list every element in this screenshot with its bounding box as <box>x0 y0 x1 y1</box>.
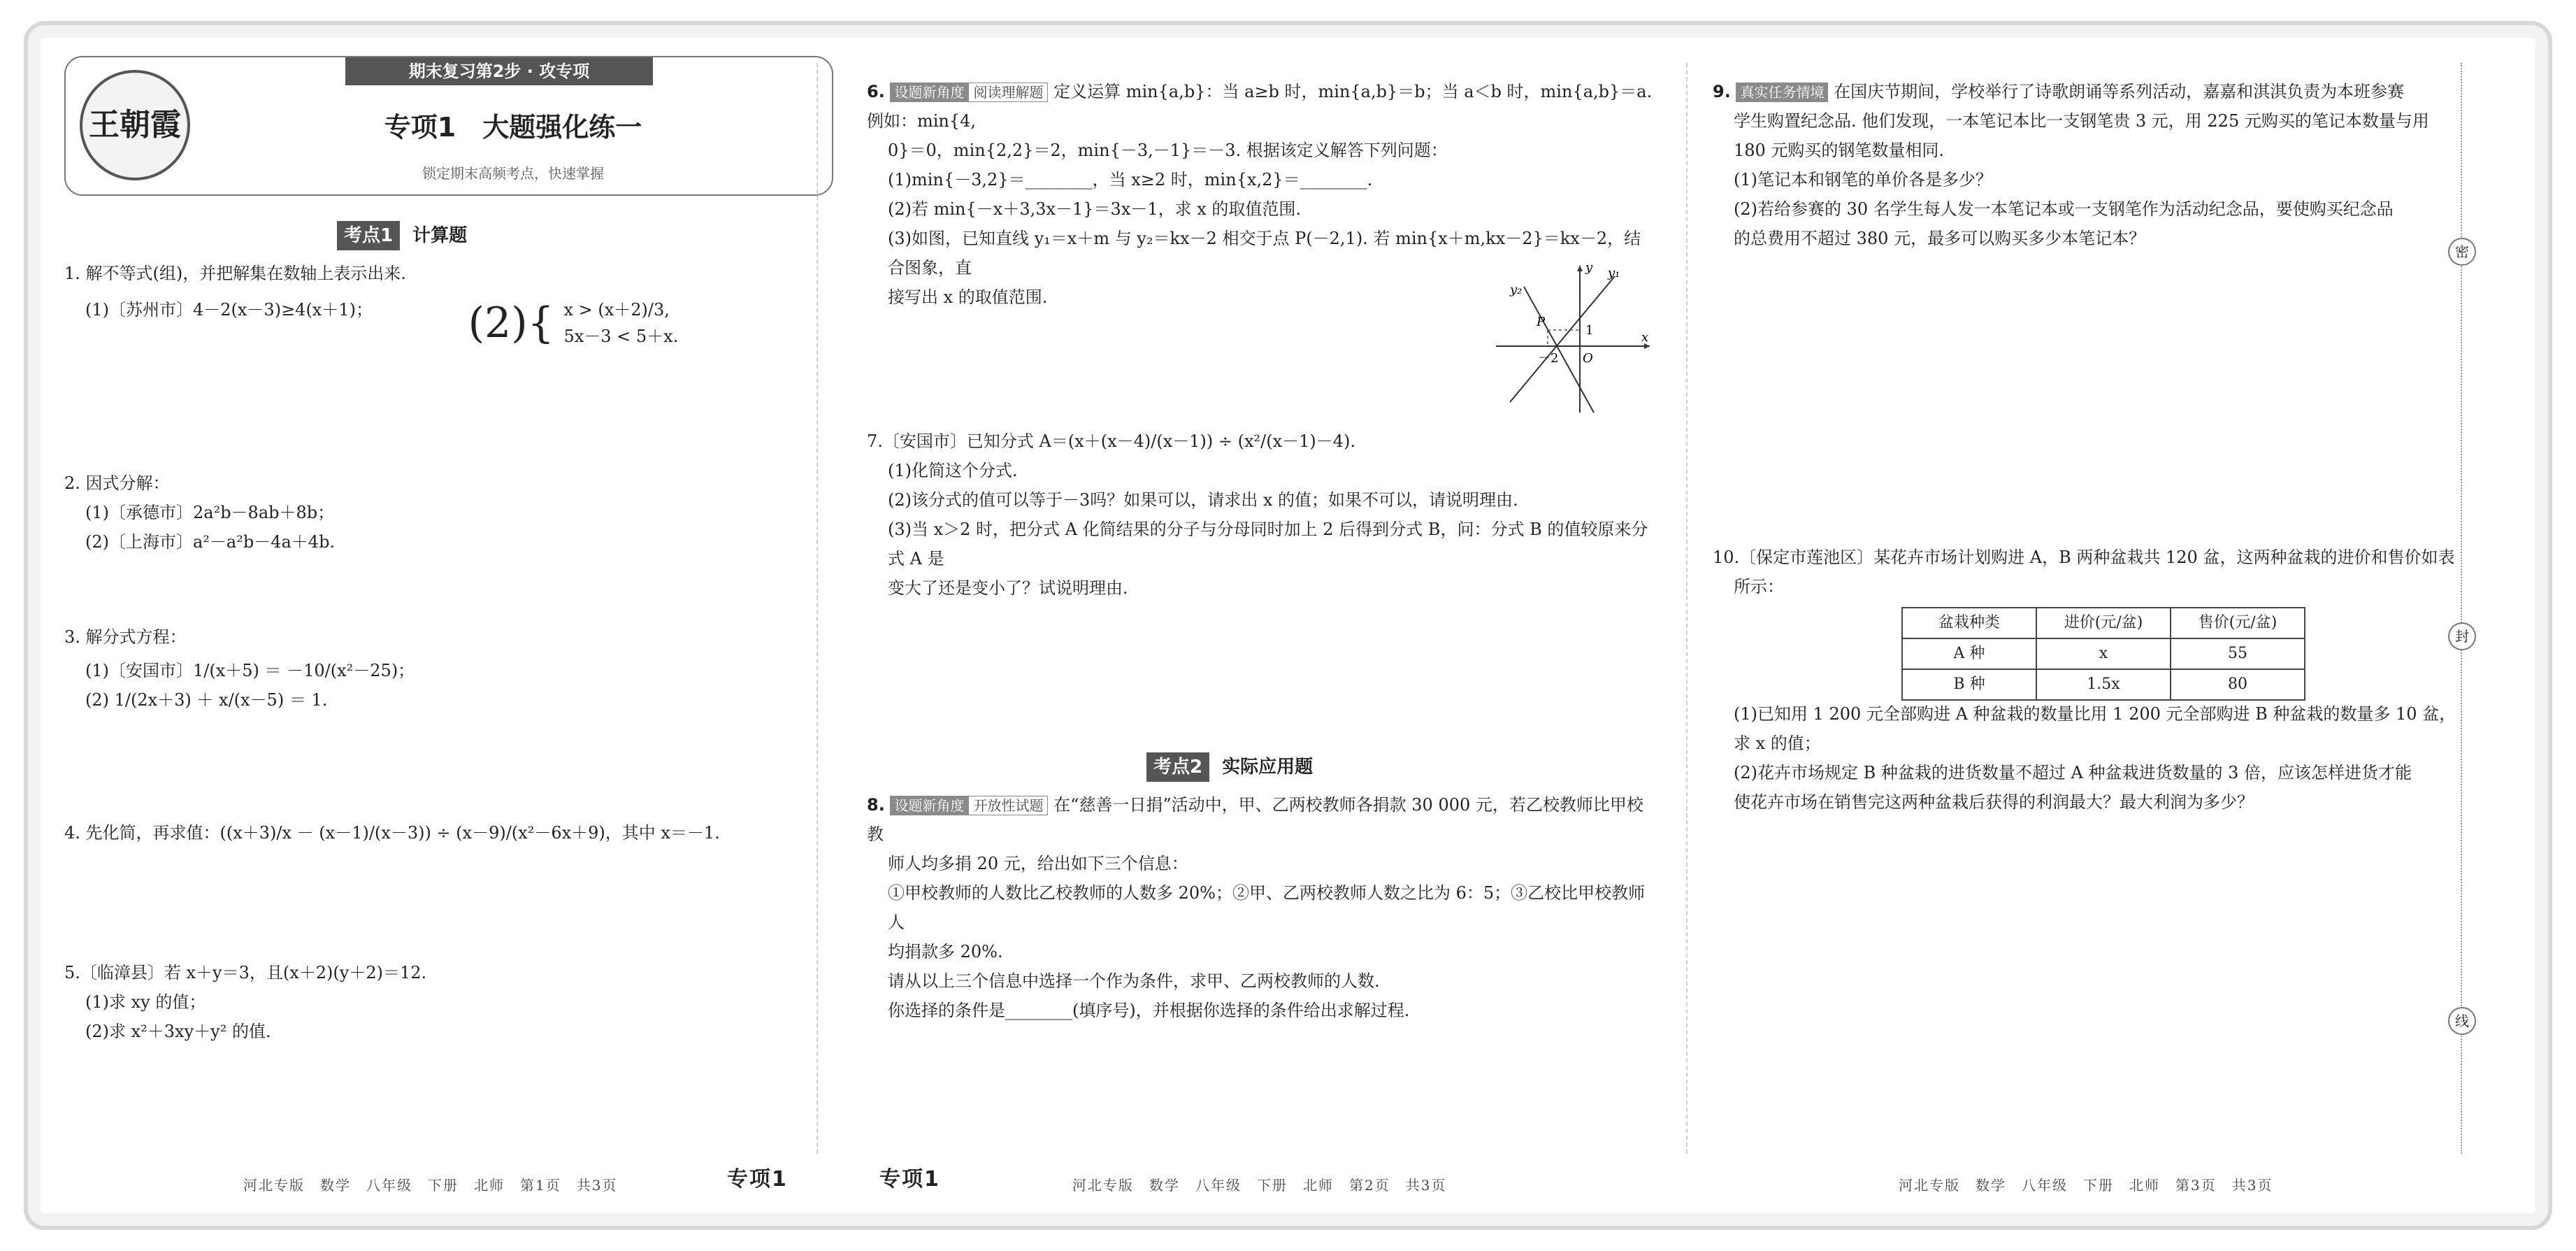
origin-label: O <box>1583 351 1593 366</box>
question-stem: 10.〔保定市莲池区〕某花卉市场计划购进 A，B 两种盆栽共 120 盆，这两种盆栽的进价和售价如表 <box>1713 548 2455 567</box>
inequality-line: 5x－3 < 5＋x. <box>563 327 679 346</box>
question-stem: 在国庆节期间，学校举行了诗歌朗诵等系列活动，嘉嘉和淇淇负责为本班参赛 <box>1834 82 2405 101</box>
question-part: (1)求 xy 的值； <box>85 992 206 1012</box>
axis-label-x: x <box>1641 330 1649 345</box>
question-stem: 学生购置纪念品. 他们发现，一本笔记本比一支钢笔贵 3 元，用 225 元购买的笔记本数量与用 <box>1734 111 2429 131</box>
question-7 <box>867 427 1657 603</box>
question-part: (2){ x > (x＋2)/3, 5x－3 < 5＋x. <box>468 295 818 351</box>
table-header: 盆栽种类 <box>1902 608 2036 638</box>
price-table <box>1901 607 2305 701</box>
question-part: (3)如图，已知直线 y₁＝x＋m 与 y₂＝kx－2 相交于点 P(－2,1). 若 min{x＋m,kx－2}＝kx－2，结合图象，直 <box>888 229 1641 278</box>
question-part: (1)min{－3,2}＝________，当 x≥2 时，min{x,2}＝________. <box>888 170 1373 190</box>
question-stem: 均捐款多 20%. <box>888 942 1003 962</box>
side-mark: 线 <box>2448 1007 2476 1035</box>
question-10 <box>1713 543 2482 817</box>
question-3 <box>64 622 833 715</box>
question-4 <box>64 818 833 848</box>
question-stem: 4. 先化简，再求值：((x＋3)/x － (x－1)/(x－3)) ÷ (x－9)/(x²－6x＋9)，其中 x＝－1. <box>64 823 720 843</box>
question-part: (2)该分式的值可以等于－3吗？如果可以，请求出 x 的值；如果不可以，请说明理由. <box>888 490 1518 510</box>
question-tag: 真实任务情境 <box>1736 83 1828 102</box>
question-5 <box>64 958 833 1046</box>
question-part: 的总费用不超过 380 元，最多可以购买多少本笔记本？ <box>1734 229 2146 248</box>
table-header-row <box>1902 608 2305 638</box>
question-tag: 开放性试题 <box>968 796 1048 815</box>
question-part: 求 x 的值； <box>1734 734 1821 753</box>
point-label-p: P <box>1537 315 1546 329</box>
question-part: (2)求 x²＋3xy＋y² 的值. <box>85 1022 271 1041</box>
page-footer: 河北专版 数学 八年级 下册 北师 第3页 共3页 <box>1899 1177 2273 1194</box>
question-part: 变大了还是变小了？试说明理由. <box>888 578 1128 598</box>
header-banner: 期末复习第2步 · 攻专项 <box>345 57 653 85</box>
section-badge: 考点2 <box>1146 752 1209 782</box>
question-part: (1)〔苏州市〕4－2(x－3)≥4(x＋1)； <box>85 300 373 320</box>
question-part: (2)若 min{－x＋3,3x－1}＝3x－1，求 x 的取值范围. <box>888 199 1302 219</box>
question-stem: 你选择的条件是________(填序号)，并根据你选择的条件给出求解过程. <box>888 1001 1410 1020</box>
y-axis-arrow <box>1577 266 1583 271</box>
question-9: 9. 真实任务情境 在国庆节期间，学校举行了诗歌朗诵等系列活动，嘉嘉和淇淇负责为本班参赛 学生购置纪念品. 他们发现，一本笔记本比一支钢笔贵 3 元，用 225 元购买的笔记本数量与用 180 元购买的钢笔数量相同. (1)笔记本和钢笔的单价各是多少？ (2)若给参赛的 30 名学生每人发一本笔记本或一支钢笔作为活动纪念品，要使购买纪念品 的总费用不超过 380 元，最多可以购买多少本笔记本？ <box>1713 77 2482 253</box>
question-stem: 定义运算 min{a,b}：当 a≥b 时，min{a,b}＝b；当 a＜b 时，min{a,b}＝a. 例如：min{4, <box>867 82 1653 131</box>
question-part: (3)当 x＞2 时，把分式 A 化简结果的分子与分母同时加上 2 后得到分式 B，问：分式 B 的值较原来分式 A 是 <box>888 520 1648 569</box>
page-title: 专项1 大题强化练一 <box>384 112 642 143</box>
question-6: 6. 设题新角度 阅读理解题 定义运算 min{a,b}：当 a≥b 时，min{a,b}＝b；当 a＜b 时，min{a,b}＝a. 例如：min{4, 0}＝0，min{2,2}＝2，min{－3,－1}＝－3. 根据该定义解答下列问题： (1)min{－3,2}＝________，当 x≥2 时，min{x,2}＝________. (2)若 min{－x＋3,3x－1}＝3x－1，求 x 的取值范围. (3)如图，已知直线 y₁＝x＋m 与 y₂＝kx－2 相交于点 P(－2,1). 若 min{x＋m,kx－2}＝kx－2，结合图象，直 接写出 x 的取值范围. <box>867 77 1657 312</box>
question-stem: 0}＝0，min{2,2}＝2，min{－3,－1}＝－3. 根据该定义解答下列问题： <box>888 141 1448 160</box>
question-part: 使花卉市场在销售完这两种盆栽后获得的利润最大？最大利润为多少？ <box>1734 792 2254 812</box>
question-part: (1)〔安国市〕1/(x＋5) ＝ －10/(x²－25)； <box>85 661 415 680</box>
question-stem: 1. 解不等式(组)，并把解集在数轴上表示出来. <box>64 264 406 283</box>
table-row <box>1902 669 2305 700</box>
brand-logo: 王朝霞 <box>80 70 190 180</box>
question-part: (2)若给参赛的 30 名学生每人发一本笔记本或一支钢笔作为活动纪念品，要使购买纪念品 <box>1734 199 2394 219</box>
line-label-y1: y₁ <box>1608 266 1620 280</box>
side-mark: 封 <box>2448 622 2476 650</box>
question-part: (1)〔承德市〕2a²b－8ab＋8b； <box>85 503 335 522</box>
question-stem: 请从以上三个信息中选择一个作为条件，求甲、乙两校教师的人数. <box>888 971 1380 991</box>
question-part: (1)化简这个分式. <box>888 461 1018 480</box>
q6-graph <box>1489 259 1657 420</box>
question-8: 8. 设题新角度 开放性试题 在“慈善一日捐”活动中，甲、乙两校教师各捐款 30 000 元，若乙校教师比甲校教 师人均多捐 20 元，给出如下三个信息： ①甲校教师的人数比乙校教师的人数多 20%；②甲、乙两校教师人数之比为 6：5；③乙校比甲校教师人 均捐款多 20%. 请从以上三个信息中选择一个作为条件，求甲、乙两校教师的人数. 你选择的条件是________(填序号)，并根据你选择的条件给出求解过程. <box>867 790 1657 1025</box>
table-cell: x <box>2036 638 2171 669</box>
page-footer: 河北专版 数学 八年级 下册 北师 第1页 共3页 <box>243 1177 618 1194</box>
question-part: (1)已知用 1 200 元全部购进 A 种盆栽的数量比用 1 200 元全部购进 B 种盆栽的数量多 10 盆， <box>1734 704 2456 724</box>
table-cell: 80 <box>2171 669 2305 700</box>
question-part: (2)花卉市场规定 B 种盆栽的进货数量不超过 A 种盆栽进货数量的 3 倍，应该怎样进货才能 <box>1734 763 2412 782</box>
table-cell: A 种 <box>1902 638 2036 669</box>
line-label-y2: y₂ <box>1510 283 1523 297</box>
table-cell: 1.5x <box>2036 669 2171 700</box>
question-part: (1)笔记本和钢笔的单价各是多少？ <box>1734 170 1992 190</box>
tick-label: 1 <box>1585 323 1594 338</box>
header-box <box>64 56 833 196</box>
line-y1 <box>1510 276 1615 402</box>
side-mark: 密 <box>2448 238 2476 266</box>
section-badge: 考点1 <box>337 221 400 250</box>
footer-topic: 专项1 <box>727 1167 788 1192</box>
question-part: 接写出 x 的取值范围. <box>888 287 1048 307</box>
question-2 <box>64 469 833 557</box>
inequality-line: x > (x＋2)/3, <box>563 300 670 320</box>
table-header: 售价(元/盆) <box>2171 608 2305 638</box>
table-row <box>1902 638 2305 669</box>
table-cell: B 种 <box>1902 669 2036 700</box>
question-stem: ①甲校教师的人数比乙校教师的人数多 20%；②甲、乙两校教师人数之比为 6：5；③乙校比甲校教师人 <box>888 883 1646 932</box>
page-subtitle: 锁定期末高频考点，快速掌握 <box>422 165 604 182</box>
table-cell: 55 <box>2171 638 2305 669</box>
page-footer: 河北专版 数学 八年级 下册 北师 第2页 共3页 <box>1072 1177 1447 1194</box>
axis-label-y: y <box>1585 260 1593 275</box>
section-label: 计算题 <box>412 225 468 246</box>
question-stem: 2. 因式分解： <box>64 473 170 493</box>
question-stem: 在“慈善一日捐”活动中，甲、乙两校教师各捐款 30 000 元，若乙校教师比甲校教 <box>867 795 1643 844</box>
tick-label: －2 <box>1538 351 1559 366</box>
question-stem: 所示： <box>1734 577 1784 596</box>
section-label: 实际应用题 <box>1222 757 1314 778</box>
question-tag: 设题新角度 <box>890 796 968 815</box>
question-stem: 7.〔安国市〕已知分式 A＝(x＋(x－4)/(x－1)) ÷ (x²/(x－1)－4). <box>867 431 1356 451</box>
question-stem: 师人均多捐 20 元，给出如下三个信息： <box>888 854 1188 873</box>
question-part: (2) 1/(2x＋3) ＋ x/(x－5) ＝ 1. <box>85 690 328 710</box>
question-part: (2)〔上海市〕a²－a²b－4a＋4b. <box>85 532 336 552</box>
footer-topic: 专项1 <box>879 1167 940 1192</box>
question-tag: 设题新角度 <box>890 83 968 102</box>
question-stem: 3. 解分式方程： <box>64 627 187 647</box>
table-header: 进价(元/盆) <box>2036 608 2171 638</box>
question-1 <box>64 259 833 351</box>
column-divider <box>1686 63 1688 1154</box>
line-y2 <box>1524 287 1594 413</box>
question-tag: 阅读理解题 <box>968 83 1048 102</box>
question-stem: 180 元购买的钢笔数量相同. <box>1734 141 1945 160</box>
question-stem: 5.〔临漳县〕若 x＋y＝3，且(x＋2)(y＋2)＝12. <box>64 963 427 982</box>
